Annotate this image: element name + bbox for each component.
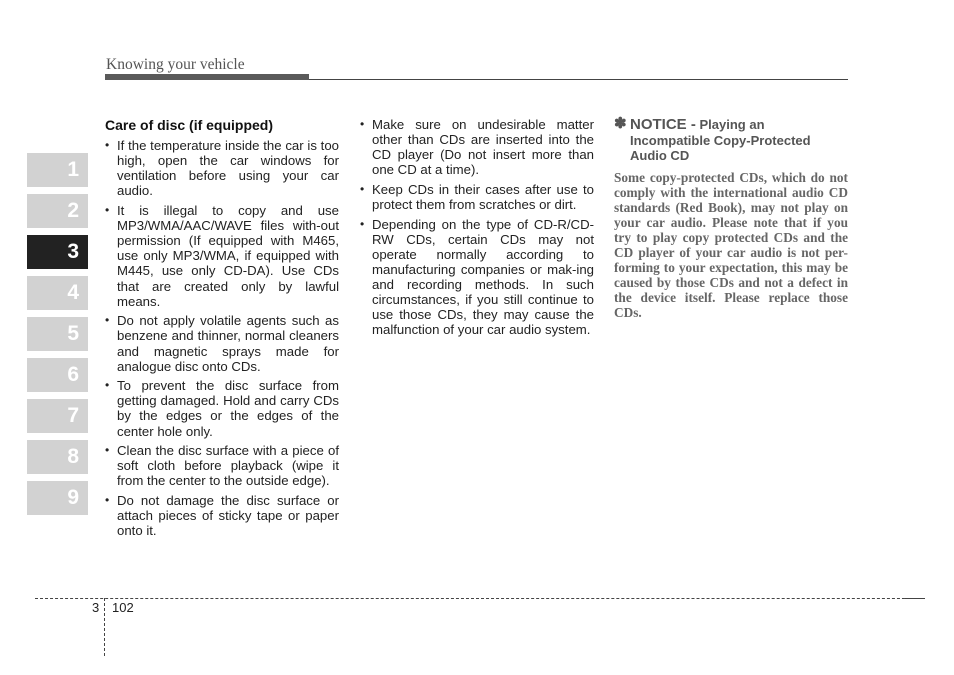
notice-label: NOTICE - [630, 116, 696, 133]
chapter-tab-8[interactable]: 8 [27, 440, 88, 474]
list-item: • Depending on the type of CD-R/CD-RW CDs, certain CDs may not operate normally according to manufacturing companies or mak-ing and recording methods. In such circumstances, if you still continue to use those CDs, they may cause the malfunction of your car audio system. [360, 217, 594, 338]
page-chapter-number: 3 [92, 600, 100, 615]
section-heading: Care of disc (if equipped) [105, 117, 274, 133]
chapter-tab-1[interactable]: 1 [27, 153, 88, 187]
header-bar [105, 74, 309, 80]
list-item: • Do not damage the disc surface or attach pieces of sticky tape or paper onto it. [105, 493, 339, 538]
chapter-tab-4[interactable]: 4 [27, 276, 88, 310]
column-left [105, 117, 339, 543]
disc-care-list-continued [360, 117, 594, 338]
column-middle [360, 117, 594, 342]
list-item: • Make sure on undesirable matter other than CDs are inserted into the CD player (Do not insert more than one CD at a time). [360, 117, 594, 177]
notice-title [614, 117, 848, 164]
chapter-tab-6[interactable]: 6 [27, 358, 88, 392]
chapter-tab-5[interactable]: 5 [27, 317, 88, 351]
list-item: • Keep CDs in their cases after use to protect them from scratches or dirt. [360, 182, 594, 212]
footer-rule [905, 598, 925, 599]
list-item: • It is illegal to copy and use MP3/WMA/AAC/WAVE files with-out permission (If equipped with M465, use only MP3/WMA, if equipped with M445, use only CD-DA). Use CDs that are created only by lawful means. [105, 203, 339, 309]
chapter-tab-3[interactable]: 3 [27, 235, 88, 269]
list-item: • Clean the disc surface with a piece of soft cloth before playback (wipe it from the center to the outside edge). [105, 443, 339, 488]
page-header-title: Knowing your vehicle [106, 56, 245, 73]
chapter-tab-7[interactable]: 7 [27, 399, 88, 433]
chapter-tab-9[interactable]: 9 [27, 481, 88, 515]
notice-body: Some copy-protected CDs, which do not comply with the international audio CD standards (Red Book), may not play on your car audio. Please note that if you try to play copy protected CDs and the CD player of your car audio is not per-forming to your expectation, this may be caused by those CDs and not a defect in the device itself. Please replace those CDs. [614, 169, 848, 321]
notice-box [614, 117, 848, 320]
notice-subtitle: Playing an Incompatible Copy-Protected Audio CD [630, 117, 811, 163]
footer-divider [35, 598, 925, 599]
footer-vertical-divider [104, 598, 105, 656]
page-number: 102 [112, 600, 134, 615]
notice-star-icon: ✽ [614, 115, 627, 132]
disc-care-list [105, 138, 339, 538]
chapter-tab-2[interactable]: 2 [27, 194, 88, 228]
list-item: • If the temperature inside the car is too high, open the car windows for ventilation before using your car audio. [105, 138, 339, 198]
list-item: • Do not apply volatile agents such as benzene and thinner, normal cleaners and magnetic sprays made for analogue disc onto CDs. [105, 313, 339, 373]
header-rule [309, 79, 848, 80]
list-item: • To prevent the disc surface from getting damaged. Hold and carry CDs by the edges or the edges of the center hole only. [105, 378, 339, 438]
